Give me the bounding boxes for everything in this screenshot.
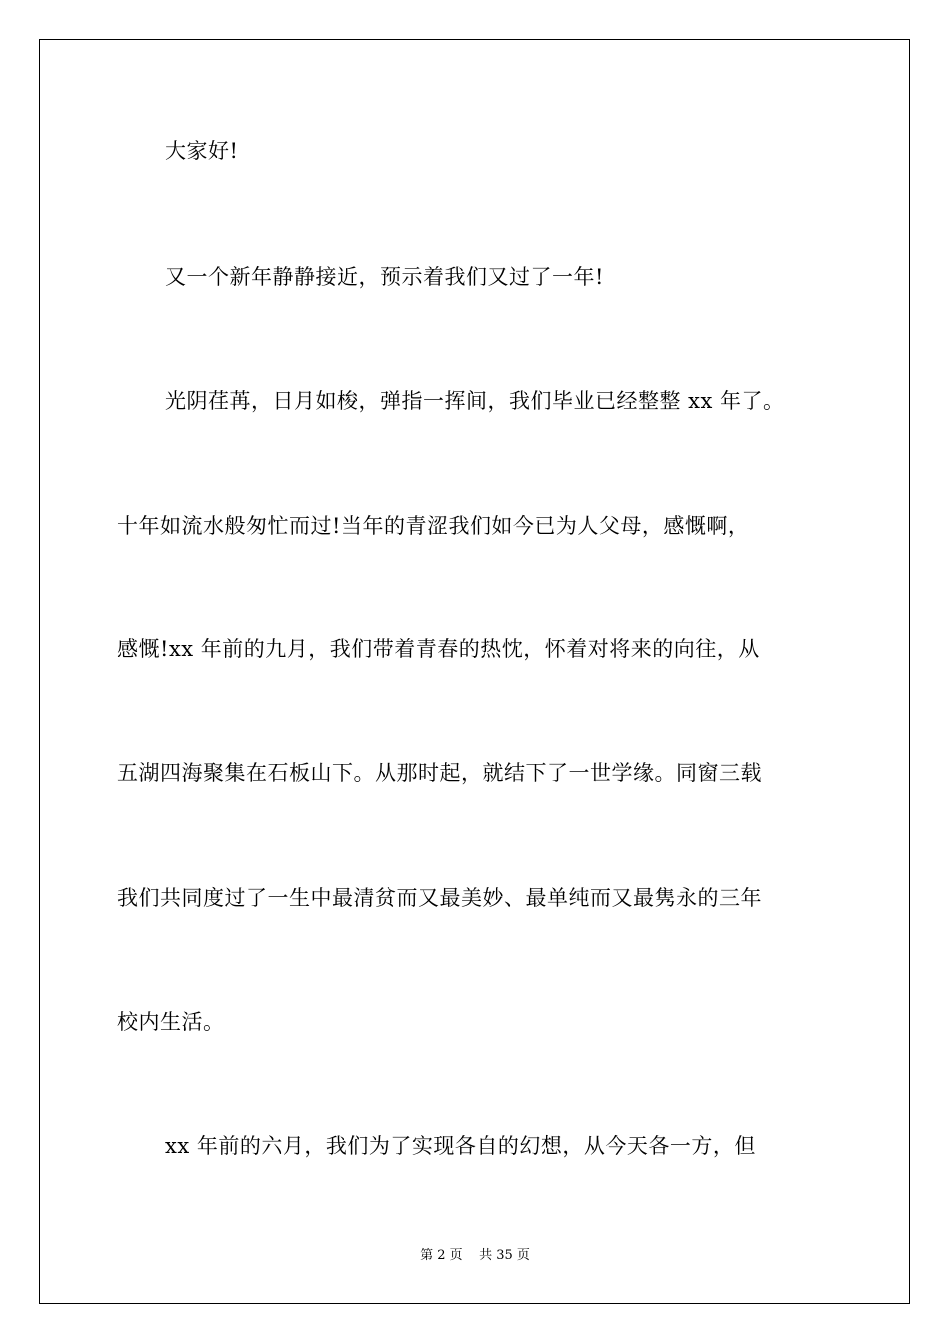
paragraph-line: 感慨!xx 年前的九月，我们带着青春的热忱，怀着对将来的向往，从 — [117, 637, 760, 661]
paragraph-line: 又一个新年静静接近，预示着我们又过了一年! — [165, 265, 604, 289]
paragraph-line: 光阴荏苒，日月如梭，弹指一挥间，我们毕业已经整整 xx 年了。 — [165, 389, 785, 413]
paragraph-line: 五湖四海聚集在石板山下。从那时起，就结下了一世学缘。同窗三载 — [117, 761, 762, 785]
page-number-footer: 第 2 页 共 35 页 — [420, 1248, 530, 1263]
page-border — [39, 39, 910, 1304]
paragraph-line: xx 年前的六月，我们为了实现各自的幻想，从今天各一方，但 — [165, 1134, 756, 1158]
paragraph-line: 十年如流水般匆忙而过!当年的青涩我们如今已为人父母，感慨啊， — [117, 514, 750, 538]
paragraph-line: 我们共同度过了一生中最清贫而又最美妙、最单纯而又最隽永的三年 — [117, 886, 762, 910]
greeting-line: 大家好! — [165, 139, 239, 163]
paragraph-line: 校内生活。 — [117, 1010, 225, 1034]
